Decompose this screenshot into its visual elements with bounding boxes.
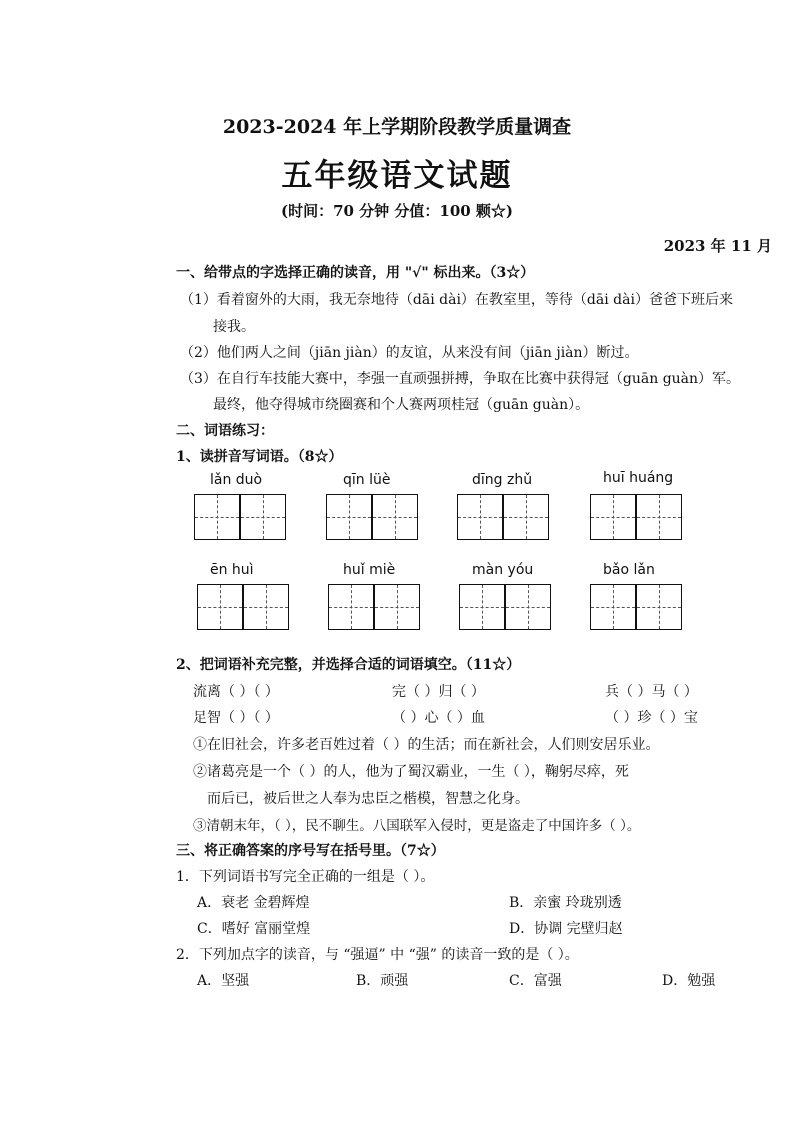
idiom-fill: （ ）珍（ ）宝 [605, 710, 698, 726]
writing-cell[interactable] [590, 494, 636, 540]
writing-cell[interactable] [328, 584, 374, 630]
writing-box-group[interactable] [197, 584, 289, 630]
pinyin-label: dīng zhǔ [472, 472, 533, 488]
idiom-fill: 足智（ ）（ ） [193, 710, 279, 726]
writing-cell[interactable] [459, 584, 505, 630]
idiom-fill: （ ）心（ ）血 [392, 710, 485, 726]
pinyin-label: lǎn duò [210, 472, 263, 488]
writing-cell[interactable] [590, 584, 636, 630]
pinyin-label: bǎo lǎn [603, 562, 655, 578]
exam-header-title: 2023-2024 年上学期阶段教学质量调查 [222, 116, 572, 138]
q1-option-b: B．亲蜜 玲珑别透 [509, 895, 622, 911]
exam-date: 2023 年 11 月 [663, 237, 772, 255]
exam-subject-title: 五年级语文试题 [281, 158, 513, 194]
idiom-fill: 兵（ ）马（ ） [605, 684, 698, 700]
fill-sentence-1: ①在旧社会，许多老百姓过着（ ）的生活；而在新社会，人们则安居乐业。 [193, 737, 660, 753]
writing-cell[interactable] [505, 584, 551, 630]
s1-item-3a: （3）在自行车技能大赛中，李强一直顽强拼搏，争取在比赛中获得冠（guān guàn）军。 [180, 371, 741, 387]
writing-cell[interactable] [503, 494, 549, 540]
writing-box-group[interactable] [459, 584, 551, 630]
idiom-fill: 流离（ ）（ ） [193, 684, 279, 700]
fill-sentence-3: ③清朝末年，（ ），民不聊生。八国联军入侵时，更是盗走了中国许多（ ）。 [193, 818, 641, 834]
section2-heading: 二、词语练习： [176, 423, 274, 439]
pinyin-label: huī huáng [603, 470, 674, 486]
writing-cell[interactable] [457, 494, 503, 540]
s1-item-1a: （1）看着窗外的大雨，我无奈地待（dāi dài）在教室里，等待（dāi dài）爸爸下班后来 [180, 292, 733, 308]
section1-heading: 一、给带点的字选择正确的读音，用 "√" 标出来。（3☆） [176, 265, 535, 281]
s1-item-1b: 接我。 [213, 319, 255, 335]
writing-box-group[interactable] [457, 494, 549, 540]
q2-option-d: D．勉强 [662, 973, 716, 989]
writing-cell[interactable] [194, 494, 240, 540]
pinyin-label: ēn huì [210, 562, 254, 578]
writing-cell[interactable] [636, 494, 682, 540]
writing-box-group[interactable] [194, 494, 286, 540]
writing-cell[interactable] [374, 584, 420, 630]
q1-option-d: D．协调 完壁归赵 [509, 921, 623, 937]
writing-box-group[interactable] [326, 494, 418, 540]
q1-option-c: C．嗜好 富丽堂煌 [197, 921, 311, 937]
writing-cell[interactable] [636, 584, 682, 630]
exam-info: (时间：70 分钟 分值：100 颗☆) [280, 202, 514, 220]
q1-option-a: A．衰老 金碧辉煌 [197, 895, 310, 911]
pinyin-label: màn yóu [472, 562, 534, 578]
writing-cell[interactable] [326, 494, 372, 540]
writing-box-group[interactable] [590, 584, 682, 630]
writing-box-group[interactable] [590, 494, 682, 540]
s1-item-2: （2）他们两人之间（jiān jiàn）的友谊，从来没有间（jiān jiàn）断过。 [180, 345, 639, 361]
question-1: 1．下列词语书写完全正确的一组是（ ）。 [176, 869, 435, 885]
section2-sub1: 1、读拼音写词语。（8☆） [176, 449, 343, 465]
q2-option-c: C．富强 [509, 973, 562, 989]
q2-option-b: B．顽强 [356, 973, 409, 989]
writing-cell[interactable] [197, 584, 243, 630]
pinyin-label: huǐ miè [343, 562, 396, 578]
fill-sentence-2b: 而后已，被后世之人奉为忠臣之楷模，智慧之化身。 [207, 791, 529, 807]
section3-heading: 三、将正确答案的序号写在括号里。（7☆） [176, 843, 445, 859]
fill-sentence-2a: ②诸葛亮是一个（ ）的人，他为了蜀汉霸业，一生（ ），鞠躬尽瘁，死 [193, 764, 629, 780]
pinyin-label: qīn lüè [343, 472, 391, 488]
writing-cell[interactable] [240, 494, 286, 540]
writing-cell[interactable] [243, 584, 289, 630]
writing-box-group[interactable] [328, 584, 420, 630]
writing-cell[interactable] [372, 494, 418, 540]
section2-sub2: 2、把词语补充完整，并选择合适的词语填空。（11☆） [176, 657, 521, 673]
q2-option-a: A．坚强 [197, 973, 250, 989]
s1-item-3b: 最终，他夺得城市绕圈赛和个人赛两项桂冠（guān guàn）。 [213, 397, 590, 413]
question-2: 2．下列加点字的读音，与 “强逼” 中 “强” 的读音一致的是（ ）。 [176, 947, 579, 963]
idiom-fill: 完（ ）归（ ） [392, 684, 485, 700]
